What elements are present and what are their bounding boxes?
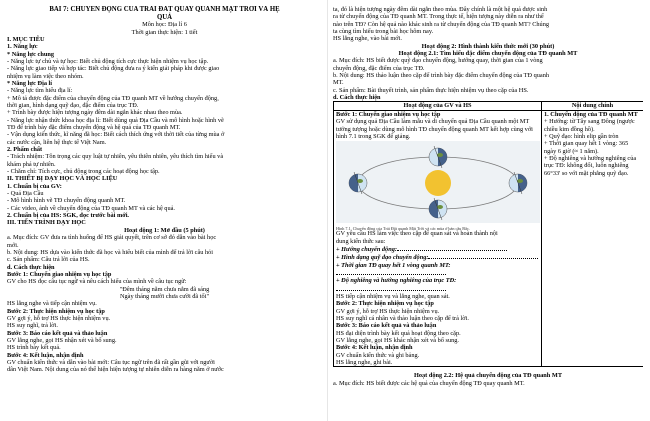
text-line: HS lắng nghe, vào bài mới. xyxy=(333,35,402,43)
text-line: HS suy nghĩ cá nhân và thảo luận theo cặp để trả lời. xyxy=(336,314,469,322)
text-line: MT. xyxy=(333,79,344,87)
text-line: HS đại diện trình bày kết quả hoạt động theo cặp. xyxy=(336,329,461,337)
text-line: HS trình bày kết quả. xyxy=(7,344,61,352)
text-line: GV lắng nghe, gọi HS nhận xét và bổ sung. xyxy=(7,336,117,344)
text-line: Hoạt động 2.2: Hệ quả chuyển động của TĐ quanh MT xyxy=(413,372,563,380)
header-activity: Hoạt động của GV và HS xyxy=(334,102,542,110)
text-line: + Mô tả được đặc điểm của chuyển động của TĐ quanh MT về hướng chuyển động, xyxy=(7,94,219,102)
text-line: b. Nội dung: HS thảo luận theo cặp để trình bày đặc điểm chuyển động của TĐ quanh xyxy=(333,72,550,80)
subject-line: Môn học: Địa lí 6 xyxy=(142,21,187,29)
text-line: - Quả Địa Cầu xyxy=(7,190,44,198)
text-line: thời gian, hình dạng quỹ đạo, đặc điểm của trục TĐ. xyxy=(7,101,139,109)
text-line: - Các video, ảnh về chuyển động của TĐ quanh MT và các hệ quả. xyxy=(7,204,175,212)
text-line: - Năng lực nhận thức khoa học địa lí: Biết dùng quả Địa Cầu và mô hình hoặc hình vẽ xyxy=(7,116,224,124)
column-gutter xyxy=(327,0,328,421)
content-line: + Quỹ đạo: hình elip gần tròn xyxy=(544,132,619,140)
text-line: + Thời gian TĐ quay hết 1 vòng quanh MT: xyxy=(336,262,539,278)
table-row xyxy=(334,110,644,367)
text-line: GV cho HS đọc câu tục ngữ và nêu cách hiểu của mình về câu tục ngữ: xyxy=(7,278,187,286)
text-line: Bước 2: Thực hiện nhiệm vụ học tập xyxy=(336,300,434,308)
text-line: khám phá tự nhiên. xyxy=(7,160,56,168)
text-line: Hoạt động 2.1: Tìm hiểu đặc điểm chuyển động của TĐ quanh MT xyxy=(398,50,578,58)
text-line: - Vận dụng kiến thức, kĩ năng đã học: Biết cách thích ứng với thời tiết của từng mùa ở xyxy=(7,131,225,139)
right-bottom-body xyxy=(333,372,643,387)
text-line: dung kiến thức sau: xyxy=(336,237,386,245)
text-line: GV chuẩn kiến thức và ghi bảng. xyxy=(336,351,420,359)
text-line: Bước 3: Báo cáo kết quả và thảo luận xyxy=(7,329,108,337)
text-line: TĐ để trình bày đặc điểm chuyển động và hệ quả của TĐ quanh MT. xyxy=(7,124,181,131)
text-line: GV lắng nghe, gọi HS khác nhận xét và bổ sung. xyxy=(336,337,460,344)
duration-line: Thời gian thực hiện: 1 tiết xyxy=(131,28,198,36)
text-line: d. Cách thực hiện xyxy=(333,94,381,102)
text-line: GV gợi ý, hỗ trợ HS thực hiện nhiệm vụ. xyxy=(7,314,111,322)
text-line: - Năng lực giao tiếp và hợp tác: Biết chủ động đưa ra ý kiến giải pháp khi được giao xyxy=(7,65,220,73)
text-line: ta cùng tìm hiểu trong bài học hôm nay. xyxy=(333,28,434,36)
text-line: * Năng lực Địa lí xyxy=(7,79,53,87)
text-line: d. Cách thực hiện xyxy=(7,263,55,271)
text-line: + Trình bày được hiện tượng ngày đêm dài ngắn khác nhau theo mùa. xyxy=(7,109,183,117)
text-line: "Đêm tháng năm chưa nằm đã sáng xyxy=(119,285,210,293)
text-line: Bước 1: Chuyển giao nhiệm vụ học tập xyxy=(7,270,112,278)
content-cell xyxy=(542,110,644,367)
content-list xyxy=(544,118,641,177)
text-line: c. Sản phẩm: Bài thuyết trình, sản phẩm thực hiện nhiệm vụ theo cặp của HS. xyxy=(333,86,529,94)
content-line: + Độ nghiêng và hướng nghiêng của trục TĐ: không đổi, luôn nghiêng 66°33' so với mặt phẳng quỹ đạo. xyxy=(544,154,637,177)
content-line: + Thời gian quay hết 1 vòng: 365 ngày 6 giờ (≈ 1 năm). xyxy=(544,140,629,155)
header-content: Nội dung chính xyxy=(542,102,644,110)
text-line: 2. Chuẩn bị của HS: SGK, đọc trước bài mới. xyxy=(7,212,130,220)
text-line: - Năng lực tự chủ và tự học: Biết chủ động tích cực thực hiện nhiệm vụ học tập. xyxy=(7,57,209,65)
content-line: + Hướng: từ Tây sang Đông (ngược chiều kim đồng hồ). xyxy=(544,118,635,133)
text-line: II. THIẾT BỊ DẠY HỌC VÀ HỌC LIỆU xyxy=(7,175,118,183)
text-line: a. Mục đích: HS biết được các hệ quả của chuyển động TĐ quay quanh MT. xyxy=(333,379,525,387)
earth-orbit-figure xyxy=(336,141,540,229)
text-line: Ngày tháng mười chưa cười đã tối" xyxy=(119,292,210,300)
text-line: HS lắng nghe và tiếp cận nhiệm vụ. xyxy=(7,300,97,308)
text-line: a. Mục đích: HS biết được quỹ đạo chuyển động, hướng quay, thời gian của 1 vòng xyxy=(333,57,543,65)
answer-blank xyxy=(397,245,507,251)
table-header-row xyxy=(334,102,644,110)
text-line: 2. Phẩm chất xyxy=(7,146,43,154)
answer-blank xyxy=(336,285,446,291)
lesson-title-line-2: QUẢ xyxy=(156,13,173,21)
step1-text: GV sử dụng quả Địa Cầu làm mẫu và di chuyển quả Địa Cầu quanh một MT tưởng tượng hoặc dùng mô hình TĐ chuyển động quanh MT kết hợp cùng với hình 7.1 trong SGK để giảng. xyxy=(336,118,533,140)
text-line: I. MỤC TIÊU xyxy=(7,35,45,43)
activity-cell xyxy=(334,110,542,367)
text-line: HS lắng nghe, ghi bài. xyxy=(336,359,393,367)
text-line: GV chuẩn kiến thức và dẫn vào bài mới: Câu tục ngữ trên đã rất gần gũi với người xyxy=(7,359,215,366)
left-body xyxy=(7,36,322,374)
text-line: - Mô hình hình vẽ TĐ chuyển động quanh MT. xyxy=(7,197,126,205)
text-line: - Năng lực tìm hiểu địa lí: xyxy=(7,87,73,95)
text-line: GV gợi ý, hỗ trợ HS thực hiện nhiệm vụ. xyxy=(336,307,440,315)
text-line: HS suy nghĩ, trả lời. xyxy=(7,322,58,330)
text-line: + Độ nghiêng và hướng nghiêng của trục TĐ: xyxy=(336,277,539,293)
step1-title: Bước 1: Chuyển giao nhiệm vụ học tập xyxy=(336,110,441,118)
text-line: Bước 4: Kết luận, nhận định xyxy=(336,344,413,352)
text-line: mới. xyxy=(7,241,19,249)
text-line: Hoạt động 1: Mở đầu (5 phút) xyxy=(124,226,205,234)
text-line: - Chăm chỉ: Tích cực, chủ động trong các hoạt động học tập. xyxy=(7,168,160,176)
text-line: Hoạt động 2: Hình thành kiến thức mới (30 phút) xyxy=(421,42,555,50)
text-line: Bước 3: Báo cáo kết quả và thảo luận xyxy=(336,322,437,330)
text-line: 1. Năng lực xyxy=(7,43,38,51)
activity-steps xyxy=(336,230,539,366)
text-line: nào trên TĐ? Còn hệ quả nào khác sinh ra từ chuyển động của TĐ quanh MT? Chúng xyxy=(333,20,549,28)
text-line: a. Mục đích: GV đưa ra tình huống để HS giải quyết, trên cơ sở đó dẫn vào bài học xyxy=(7,234,217,242)
lesson-title-line-1: BÀI 7: CHUYỂN ĐỘNG CỦA TRÁI ĐẤT QUAY QUANH MẶT TRỜI VÀ HỆ xyxy=(49,6,280,13)
text-line: nhiệm vụ làm việc theo nhóm. xyxy=(7,72,84,80)
text-line: dân Việt Nam. Nội dung của nó thể hiện hiện tượng tự nhiên diễn ra hàng năm ở nước xyxy=(7,366,224,374)
right-top-body xyxy=(333,6,643,101)
text-line: Bước 2: Thực hiện nhiệm vụ học tập xyxy=(7,307,105,315)
text-line: + Hướng chuyển động: xyxy=(336,245,539,253)
text-line: * Năng lực chung xyxy=(7,50,54,58)
text-line: HS tiếp cận nhiệm vụ và lắng nghe, quan sát. xyxy=(336,292,450,300)
answer-blank xyxy=(428,253,538,259)
text-line: GV yêu cầu HS làm việc theo cặp để quan sát và hoàn thành nội xyxy=(336,230,498,238)
text-line: b. Nội dung: HS dựa vào kiến thức đã học và hiểu biết của mình để trả lời câu hỏi xyxy=(7,248,214,256)
answer-blank xyxy=(336,269,446,275)
sun-icon xyxy=(425,170,451,196)
figure-caption: Hình 7.1. Chuyển động của Trái Đất quanh Mặt Trời và các mùa ở bán cầu Bắc. xyxy=(336,225,470,231)
text-line: các nước cận, liên hệ thực tế Việt Nam. xyxy=(7,138,107,146)
earth-orbit-illustration xyxy=(336,141,540,223)
text-line: III. TIẾN TRÌNH DẠY HỌC xyxy=(7,219,86,227)
text-line: c. Sản phẩm: Câu trả lời của HS. xyxy=(7,256,90,264)
content-title: 1. Chuyển động của TĐ quanh MT xyxy=(544,110,638,118)
text-line: ra từ chuyển động của TĐ quanh MT. Trong thực tế, hiện tượng này diễn ra như thế xyxy=(333,13,544,21)
left-column xyxy=(7,6,322,418)
text-line: Bước 4: Kết luận, nhận định xyxy=(7,351,84,359)
text-line: ta, đó là hiện tượng ngày đêm dài ngắn theo mùa. Đây chính là một hệ quả được sinh xyxy=(333,6,548,13)
activity-table xyxy=(333,101,643,367)
text-line: - Trách nhiệm: Tôn trọng các quy luật tự nhiên, yêu thiên nhiên, yêu thích tìm hiểu và xyxy=(7,153,224,161)
text-line: 1. Chuẩn bị của GV: xyxy=(7,182,62,190)
right-column xyxy=(333,6,643,418)
text-line: chuyển động, đặc điểm của trục TĐ. xyxy=(333,64,425,72)
text-line: + Hình dạng quỹ đạo chuyển động: xyxy=(336,253,539,261)
